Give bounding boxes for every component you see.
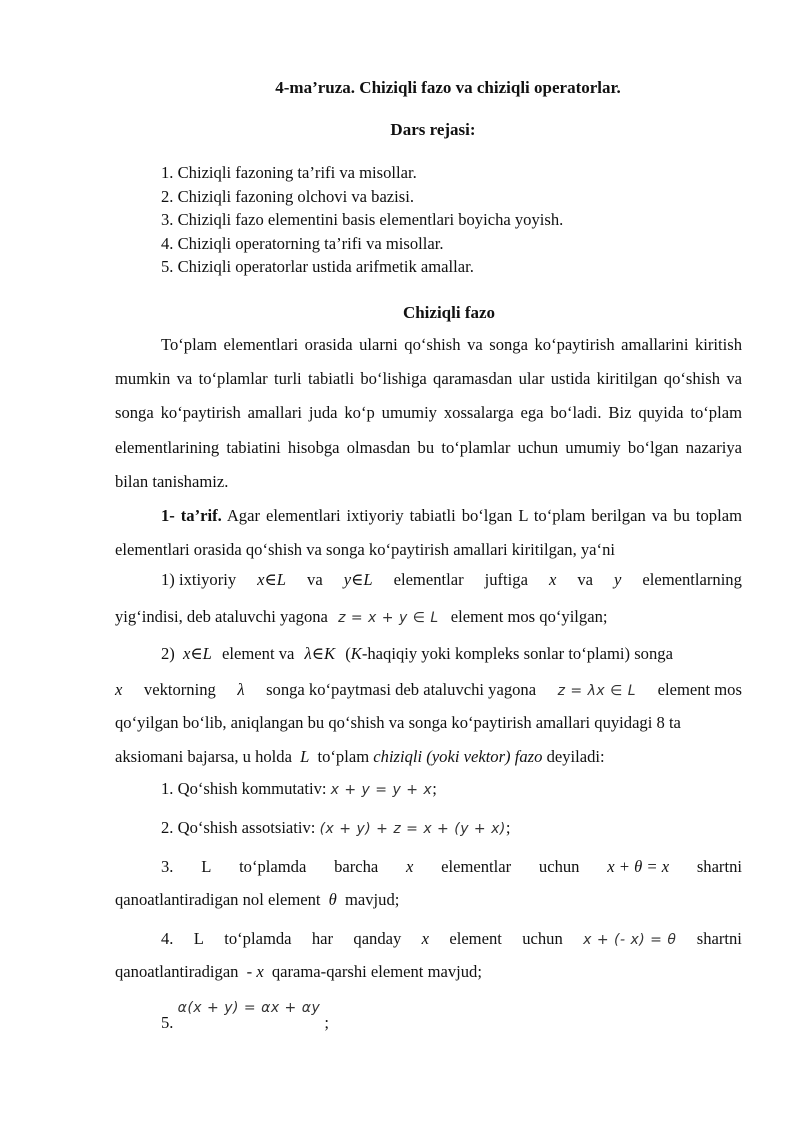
text: har (311, 929, 334, 948)
definition-label: 1- ta’rif. (161, 506, 222, 525)
text: qanday (353, 929, 402, 948)
formula: z = λx ∈ L (557, 683, 637, 699)
text: qanoatlantiradigan (115, 962, 239, 981)
formula: x + (- x) = θ (583, 932, 677, 948)
intro-paragraph: To‘plam elementlari orasida ularni qo‘shish va songa ko‘paytirish amallarini kiritish mumkin va to‘plamlar turli tabiatli bo‘lishiga qaramasdan ular ustida kiritilgan qo‘shish va songa ko‘paytirish amallari juda ko‘p umumiy xossalarga ega bo‘ladi. Biz quyida to‘plam elementlarining tabiatini hisobga olmasdan bu to‘plamlar uchun umumiy bo‘lgan nazariya bilan tanishamiz. (115, 335, 742, 491)
text: aksiomani bajarsa, u holda (115, 747, 292, 766)
text: element va (222, 644, 295, 663)
text: to‘plamda (239, 857, 307, 876)
formula: λ (237, 680, 245, 699)
text: deyiladi: (546, 747, 605, 766)
formula: L (300, 747, 310, 766)
axiom-5 (115, 996, 742, 1036)
text: -haqiqiy yoki kompleks sonlar to‘plami) songa (361, 644, 673, 663)
text: mavjud; (344, 890, 400, 909)
text: 1) ixtiyoriy (161, 570, 237, 589)
formula: x (115, 680, 123, 699)
text: 2) (161, 644, 175, 663)
text: va (577, 570, 593, 589)
formula: θ (328, 890, 337, 909)
plan-item: 4. Chiziqli operatorning ta’rifi va misollar. (161, 233, 444, 253)
term-italic: chiziqli (yoki vektor) fazo (373, 747, 543, 766)
formula: x (406, 857, 414, 876)
axiom-4-line-1 (115, 924, 742, 954)
text: 1. Qo‘shish kommutativ: (161, 779, 327, 798)
text: qanoatlantiradigan nol element (115, 890, 321, 909)
condition-1-line-2 (115, 602, 742, 632)
definition-text: Agar elementlari ixtiyoriy tabiatli bo‘lgan L to‘plam berilgan va bu toplam elementlari orasida qo‘shish va songa ko‘paytirish amallari kiritilgan, ya‘ni (115, 506, 742, 560)
text: to‘plamda (224, 929, 292, 948)
text: to‘plam (317, 747, 370, 766)
axiom-3-line-1 (115, 852, 742, 882)
text: 5. (161, 1013, 174, 1032)
formula: K (350, 644, 362, 663)
axiom-1 (115, 774, 742, 804)
text: element mos qo‘yilgan; (450, 607, 608, 626)
plan-item: 1. Chiziqli fazoning ta’rifi va misollar. (161, 163, 417, 182)
text: ; (505, 818, 511, 837)
condition-2-line-3: qo‘yilgan bo‘lib, aniqlangan bu qo‘shish va songa ko‘paytirish amallari quyidagi 8 ta (115, 713, 681, 732)
text: ; (432, 779, 437, 798)
text: vektorning (143, 680, 216, 699)
text: shartni (696, 857, 742, 876)
formula: α(x + y) = αx + αy (177, 1000, 321, 1016)
formula: x (421, 929, 430, 948)
text: L (193, 929, 204, 948)
axiom-4-line-2 (115, 957, 742, 987)
formula: y (614, 570, 622, 589)
formula: x (548, 570, 557, 589)
text: songa ko‘paytmasi deb ataluvchi yagona (266, 680, 537, 699)
condition-2-line-2 (115, 675, 742, 705)
text: juftiga (484, 570, 528, 589)
plan-list (161, 161, 563, 279)
formula: x + θ = x (607, 857, 670, 876)
condition-2-line-1 (115, 639, 742, 669)
formula: λ∈K (304, 644, 336, 663)
axiom-2 (115, 813, 742, 843)
text: ( (345, 644, 351, 663)
plan-item: 5. Chiziqli operatorlar ustida arifmetik amallar. (161, 257, 474, 276)
text: ; (324, 1013, 330, 1032)
formula: x∈L (182, 644, 212, 663)
formula: x∈L (257, 570, 287, 589)
text: yig‘indisi, deb ataluvchi yagona (115, 607, 328, 626)
formula: - x (246, 962, 264, 981)
formula: z = x + y ∈ L (338, 610, 439, 626)
formula: y∈L (343, 570, 373, 589)
definition-paragraph (115, 499, 742, 567)
plan-item: 2. Chiziqli fazoning olchovi va bazisi. (161, 186, 414, 206)
text: barcha (334, 857, 379, 876)
formula: x + y = y + x (330, 782, 433, 798)
plan-title: Dars rejasi: (390, 120, 476, 139)
plan-item: 3. Chiziqli fazo elementini basis elementlari boyicha yoyish. (161, 210, 564, 229)
text: uchun (538, 857, 580, 876)
text: 4. (161, 929, 174, 948)
text: 3. (161, 857, 174, 876)
axiom-3-line-2 (115, 885, 742, 915)
text: uchun (522, 929, 563, 948)
text: elementlar (393, 570, 464, 589)
condition-2-line-4 (115, 742, 742, 772)
text: L (201, 857, 212, 876)
section-title: Chiziqli fazo (402, 303, 496, 322)
formula: (x + y) + z = x + (y + x) (319, 821, 506, 837)
text: 2. Qo‘shish assotsiativ: (161, 818, 316, 837)
text: elementlar (441, 857, 512, 876)
text: shartni (696, 929, 742, 948)
lecture-title: 4-ma’ruza. Chiziqli fazo va chiziqli operatorlar. (275, 78, 621, 97)
condition-1-line-1 (115, 565, 742, 595)
text: element mos (657, 680, 742, 699)
text: qarama-qarshi element mavjud; (271, 962, 482, 981)
text: element (449, 929, 502, 948)
text: va (307, 570, 323, 589)
text: elementlarning (642, 570, 742, 589)
